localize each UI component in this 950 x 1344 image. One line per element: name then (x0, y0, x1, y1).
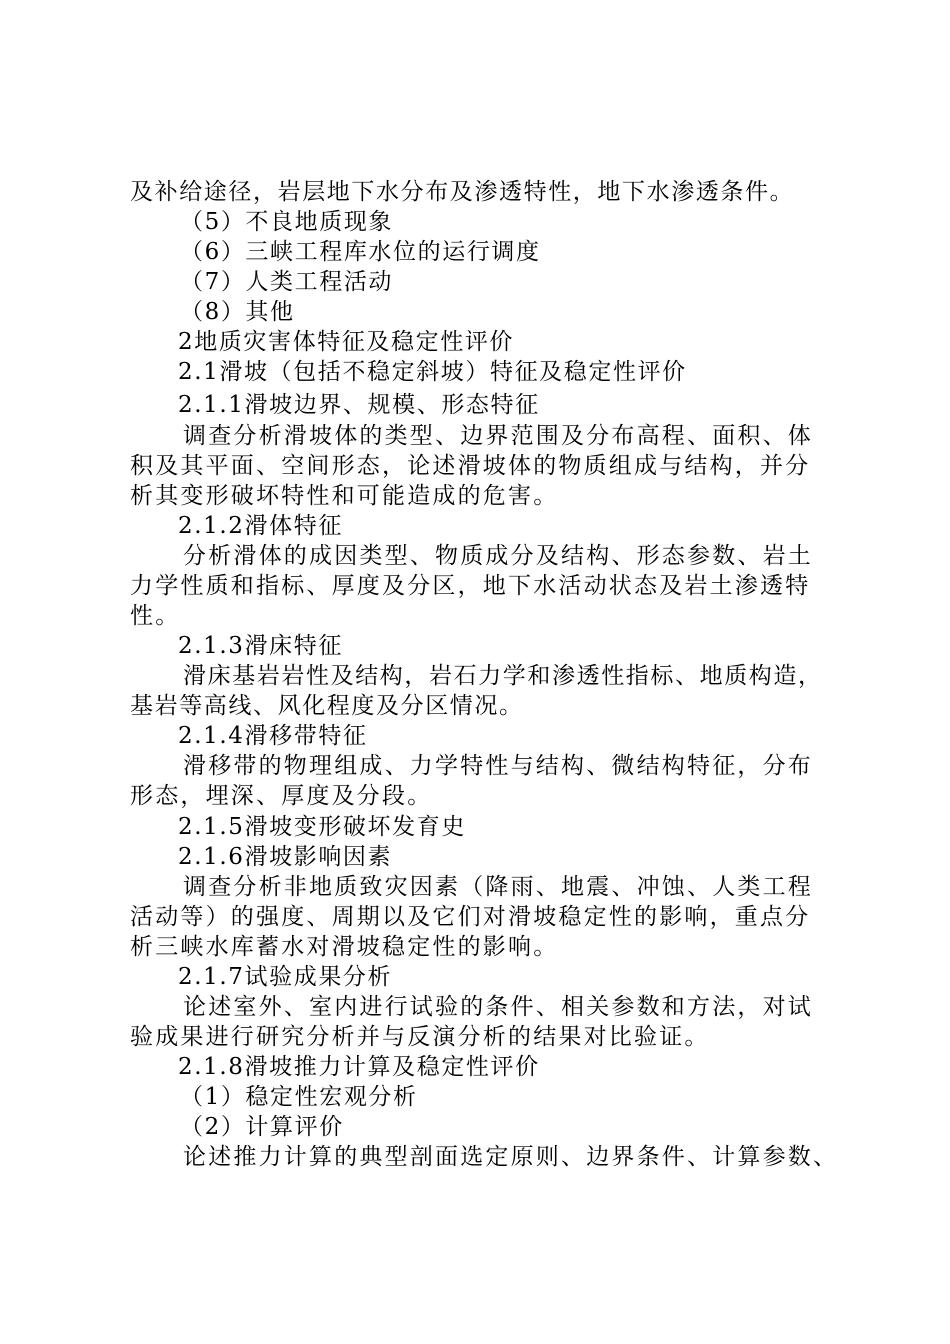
list-item: （7）人类工程活动 (180, 269, 394, 295)
paragraph-line: 调查分析滑坡体的类型、边界范围及分布高程、面积、体 (183, 423, 813, 449)
section-heading: 2.1.1滑坡边界、规模、形态特征 (178, 392, 540, 418)
section-heading: 2地质灾害体特征及稳定性评价 (178, 329, 515, 355)
paragraph-line: 验成果进行研究分析并与反演分析的结果对比验证。 (130, 1024, 710, 1050)
list-item: （1）稳定性宏观分析 (180, 1084, 418, 1110)
section-heading: 2.1滑坡（包括不稳定斜坡）特征及稳定性评价 (178, 359, 687, 385)
list-item: （8）其他 (180, 299, 295, 325)
section-heading: 2.1.5滑坡变形破坏发育史 (178, 814, 466, 840)
paragraph-line: 析三峡水库蓄水对滑坡稳定性的影响。 (130, 934, 559, 960)
section-heading: 2.1.6滑坡影响因素 (178, 844, 393, 870)
section-heading: 2.1.4滑移带特征 (178, 723, 368, 749)
list-item: （5）不良地质现象 (180, 209, 394, 235)
paragraph-line: 性。 (130, 603, 181, 629)
paragraph-line: 分析滑体的成因类型、物质成分及结构、形态参数、岩土 (183, 543, 813, 569)
paragraph-line: 积及其平面、空间形态，论述滑坡体的物质组成与结构，并分 (130, 453, 811, 479)
section-heading: 2.1.3滑床特征 (178, 633, 343, 659)
section-heading: 2.1.8滑坡推力计算及稳定性评价 (178, 1054, 540, 1080)
paragraph-line: 力学性质和指标、厚度及分区，地下水活动状态及岩土渗透特 (130, 573, 811, 599)
paragraph-line: 调查分析非地质致灾因素（降雨、地震、冲蚀、人类工程 (183, 874, 813, 900)
section-heading: 2.1.2滑体特征 (178, 513, 343, 539)
paragraph-line: 论述室外、室内进行试验的条件、相关参数和方法，对试 (183, 994, 813, 1020)
list-item: （2）计算评价 (180, 1114, 344, 1140)
paragraph-line: 形态，埋深、厚度及分段。 (130, 783, 433, 809)
paragraph-line: 基岩等高线、风化程度及分区情况。 (130, 693, 524, 719)
text-line: 及补给途径，岩层地下水分布及渗透特性，地下水渗透条件。 (130, 179, 795, 205)
paragraph-line: 论述推力计算的典型剖面选定原则、边界条件、计算参数、 (183, 1144, 839, 1170)
paragraph-line: 活动等）的强度、周期以及它们对滑坡稳定性的影响，重点分 (130, 904, 811, 930)
paragraph-line: 滑床基岩岩性及结构，岩石力学和渗透性指标、地质构造， (183, 663, 823, 689)
section-heading: 2.1.7试验成果分析 (178, 964, 393, 990)
list-item: （6）三峡工程库水位的运行调度 (180, 239, 541, 265)
paragraph-line: 析其变形破坏特性和可能造成的危害。 (130, 483, 559, 509)
paragraph-line: 滑移带的物理组成、力学特性与结构、微结构特征，分布 (183, 753, 813, 779)
